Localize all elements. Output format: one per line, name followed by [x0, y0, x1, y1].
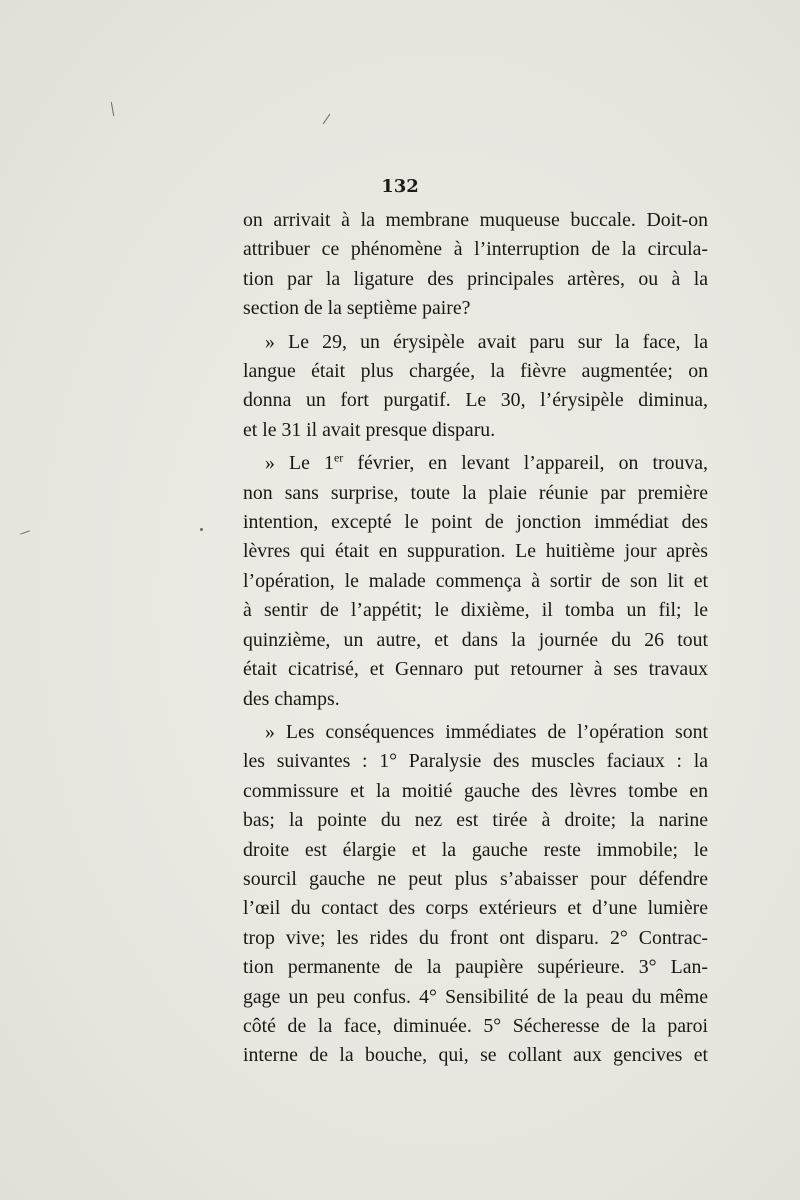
page-body-text — [243, 206, 708, 1071]
text-line: section de la septième paire? — [243, 297, 471, 320]
paper-speck — [323, 114, 331, 124]
text-line: tion permanente de la paupière supérieure. 3° Lan- — [243, 956, 708, 979]
text-line: langue était plus chargée, la fièvre augmentée; on — [243, 360, 708, 383]
text-fragment: » Le 1 — [265, 452, 334, 475]
text-line: les suivantes : 1° Paralysie des muscles faciaux : la — [243, 750, 708, 773]
text-line: l’œil du contact des corps extérieurs et d’une lumière — [243, 897, 708, 920]
text-line: tion par la ligature des principales artères, ou à la — [243, 267, 708, 290]
text-line: » Le 29, un érysipèle avait paru sur la face, la — [265, 330, 708, 353]
text-line: quinzième, un autre, et dans la journée du 26 tout — [243, 628, 708, 651]
text-fragment: février, en levant l’appareil, on trouva, — [343, 452, 708, 475]
text-line — [243, 449, 708, 478]
paper-speck — [20, 530, 30, 534]
text-line: côté de la face, diminuée. 5° Sécheresse de la paroi — [243, 1014, 708, 1037]
text-line: » Les conséquences immédiates de l’opération sont — [265, 720, 708, 743]
text-line: lèvres qui était en suppuration. Le huitième jour après — [243, 540, 708, 563]
paper-speck — [111, 102, 114, 116]
text-line: et le 31 il avait presque disparu. — [243, 418, 496, 441]
text-line: intention, excepté le point de jonction immédiat des — [243, 511, 708, 534]
text-line: non sans surprise, toute la plaie réunie par première — [243, 481, 708, 504]
text-line: l’opération, le malade commença à sortir de son lit et — [243, 569, 708, 592]
paper-speck — [200, 528, 203, 531]
text-line: droite est élargie et la gauche reste immobile; le — [243, 838, 708, 861]
text-line: gage un peu confus. 4° Sensibilité de la peau du même — [243, 985, 708, 1008]
text-line: des champs. — [243, 687, 340, 710]
page-number: 132 — [381, 176, 419, 197]
text-line: commissure et la moitié gauche des lèvres tombe en — [243, 779, 708, 802]
text-line: était cicatrisé, et Gennaro put retourner à ses travaux — [243, 658, 708, 681]
text-line: donna un fort purgatif. Le 30, l’érysipèle diminua, — [243, 389, 708, 412]
text-line: interne de la bouche, qui, se collant aux gencives et — [243, 1044, 708, 1067]
text-line: bas; la pointe du nez est tirée à droite; la narine — [243, 809, 708, 832]
text-line: on arrivait à la membrane muqueuse buccale. Doit-on — [243, 209, 708, 231]
text-line: sourcil gauche ne peut plus s’abaisser pour défendre — [243, 867, 708, 890]
text-line: attribuer ce phénomène à l’interruption de la circula- — [243, 238, 708, 261]
text-line: trop vive; les rides du front ont disparu. 2° Contrac- — [243, 926, 708, 949]
superscript: er — [333, 450, 344, 465]
text-line: à sentir de l’appétit; le dixième, il tomba un fil; le — [243, 599, 708, 622]
